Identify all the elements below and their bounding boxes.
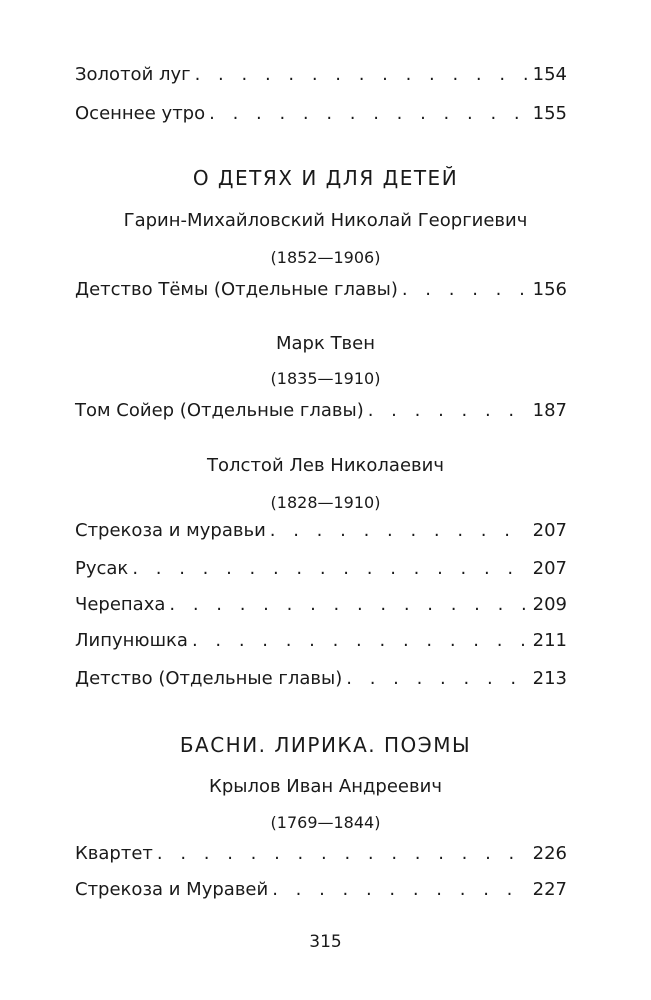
- author-name: Гарин-Михайловский Николай Георгиевич: [123, 210, 528, 231]
- leader-dots: [346, 668, 528, 689]
- entry-page: 207: [532, 520, 567, 541]
- toc-entry[interactable]: [75, 279, 567, 300]
- entry-page: 226: [532, 843, 567, 864]
- entry-page: 211: [532, 630, 567, 651]
- entry-page: 207: [532, 558, 567, 579]
- toc-entry[interactable]: [75, 630, 567, 651]
- author-years: (1828—1910): [270, 493, 381, 512]
- entry-title: Стрекоза и муравьи: [75, 520, 266, 541]
- author-name: Толстой Лев Николаевич: [207, 455, 444, 476]
- leader-dots: [272, 879, 528, 900]
- toc-entry[interactable]: [75, 400, 567, 421]
- leader-dots: [270, 520, 529, 541]
- leader-dots: [132, 558, 528, 579]
- entry-title: Осеннее утро: [75, 103, 206, 124]
- entry-title: Золотой луг: [75, 64, 191, 85]
- toc-entry[interactable]: [75, 103, 567, 124]
- author-years: (1835—1910): [270, 369, 381, 388]
- entry-title: Стрекоза и Муравей: [75, 879, 269, 900]
- toc-entry[interactable]: [75, 668, 567, 689]
- entry-title: Черепаха: [75, 594, 166, 615]
- entry-title: Квартет: [75, 843, 153, 864]
- entry-page: 209: [532, 594, 567, 615]
- section-heading: БАСНИ. ЛИРИКА. ПОЭМЫ: [179, 733, 472, 757]
- entry-title: Том Сойер (Отдельные главы): [75, 400, 364, 421]
- author-years: (1769—1844): [270, 813, 381, 832]
- toc-entry[interactable]: [75, 879, 567, 900]
- author-years: (1852—1906): [270, 248, 381, 267]
- entry-page: 155: [532, 103, 567, 124]
- entry-title: Русак: [75, 558, 129, 579]
- entry-title: Детство (Отдельные главы): [75, 668, 343, 689]
- page-number: 315: [309, 932, 342, 952]
- leader-dots: [209, 103, 529, 124]
- author-name: Марк Твен: [275, 333, 376, 354]
- toc-entry[interactable]: [75, 594, 567, 615]
- entry-title: Липунюшка: [75, 630, 188, 651]
- leader-dots: [169, 594, 528, 615]
- toc-entry[interactable]: [75, 520, 567, 541]
- leader-dots: [368, 400, 529, 421]
- section-heading: О ДЕТЯХ И ДЛЯ ДЕТЕЙ: [192, 166, 459, 190]
- author-name: Крылов Иван Андреевич: [209, 776, 442, 797]
- entry-page: 187: [532, 400, 567, 421]
- entry-title: Детство Тёмы (Отдельные главы): [75, 279, 398, 300]
- entry-page: 156: [532, 279, 567, 300]
- toc-entry[interactable]: [75, 64, 567, 85]
- entry-page: 227: [532, 879, 567, 900]
- leader-dots: [192, 630, 529, 651]
- leader-dots: [402, 279, 529, 300]
- toc-entry[interactable]: [75, 558, 567, 579]
- entry-page: 213: [532, 668, 567, 689]
- toc-entry[interactable]: [75, 843, 567, 864]
- leader-dots: [157, 843, 529, 864]
- leader-dots: [195, 64, 529, 85]
- entry-page: 154: [532, 64, 567, 85]
